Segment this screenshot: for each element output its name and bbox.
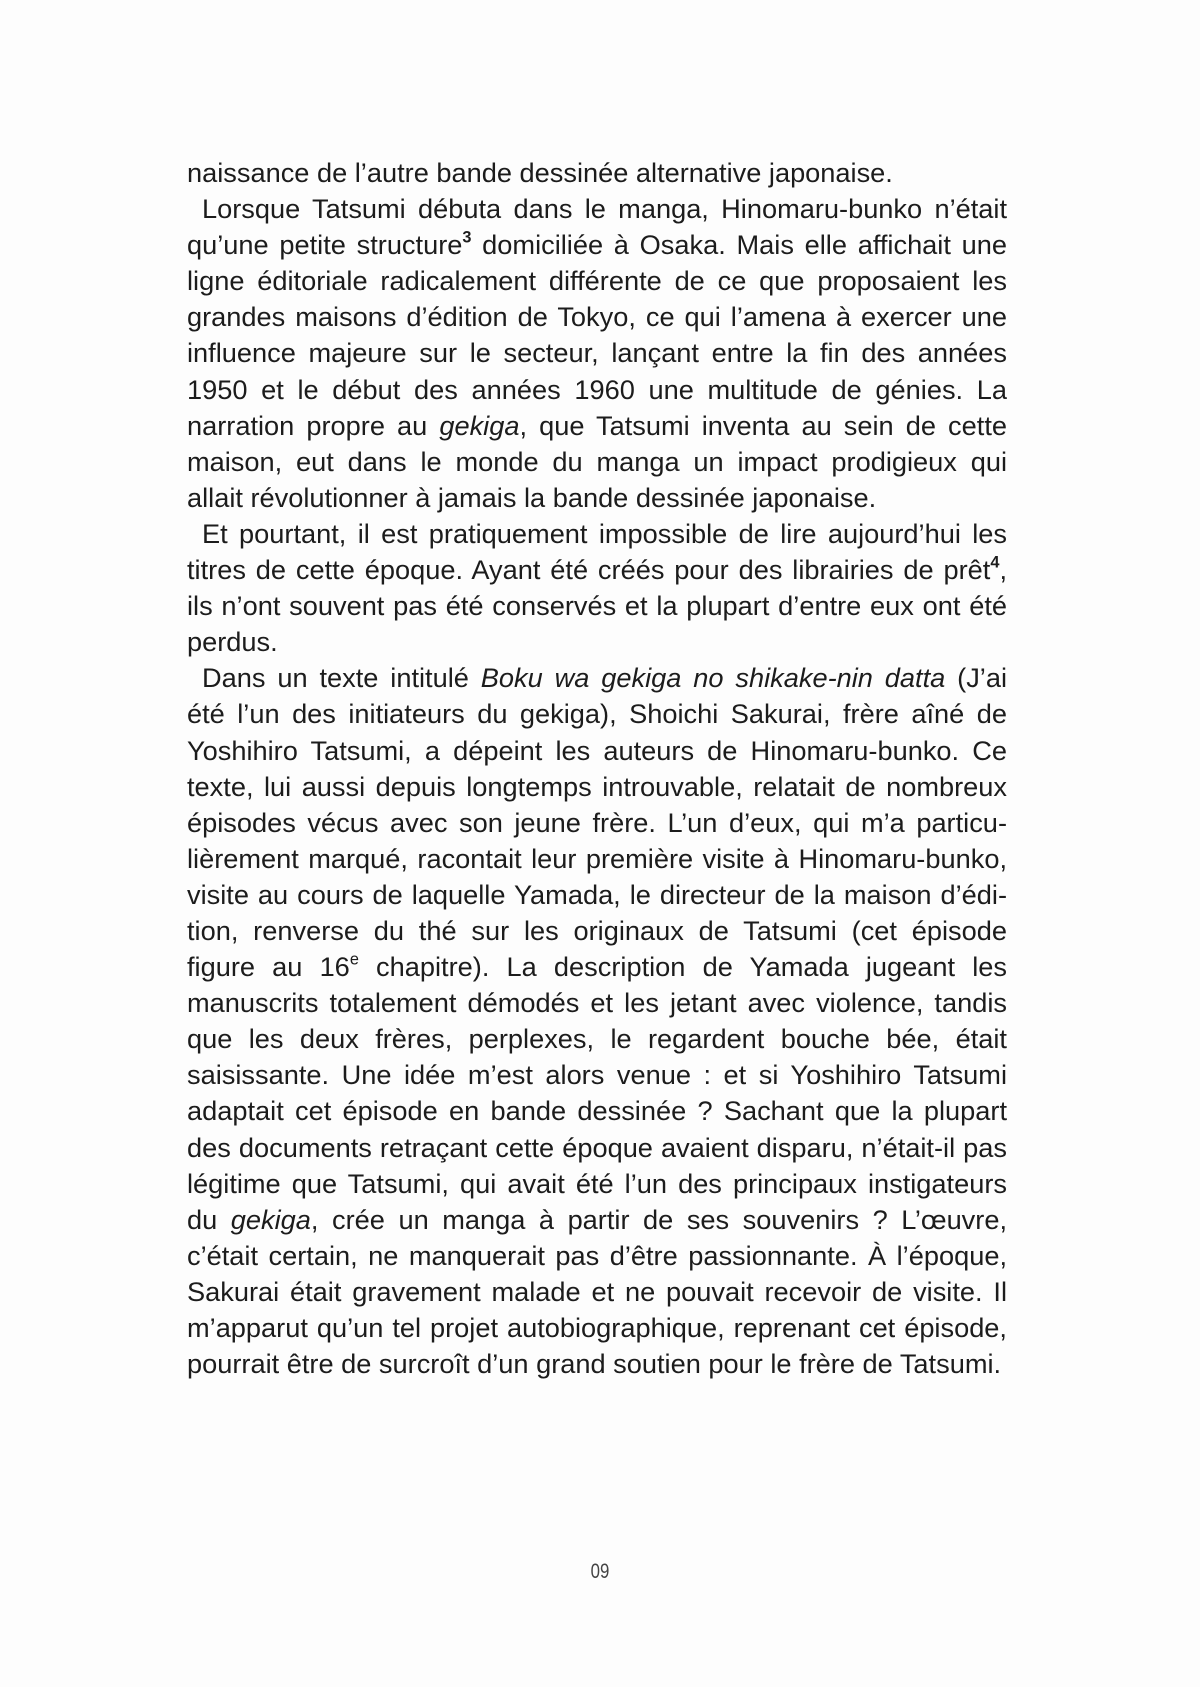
- text-segment: Lorsque Tatsumi débuta dans le manga, Hinomaru-bunko n’était qu’une petite structure: [187, 193, 1007, 261]
- text-segment: naissance de l’autre bande dessinée alternative japonaise.: [187, 157, 893, 188]
- italic-term-gekiga: gekiga: [230, 1203, 311, 1235]
- text-segment: , que Tatsumi inventa au sein de cette maison, eut dans le monde du manga un impact prodigieux qui allait révolutionner à jamais la bande dessinée japonaise.: [187, 409, 1008, 513]
- text-segment: domiciliée à Osaka. Mais elle affichait une ligne éditoriale radicalement différente de ce que proposaient les grandes maisons d’édition de Tokyo, ce qui l’amena à exercer une influence majeure sur le secteur, lançant entre la fin des années 1950 et le début des années 1960 une multitude de génies. La narration propre au: [187, 229, 1007, 441]
- footnote-ref-4: 4: [990, 553, 1000, 572]
- footnote-ref-3: 3: [462, 228, 472, 247]
- italic-term-gekiga: gekiga: [439, 409, 520, 441]
- text-segment: Et pourtant, il est pratiquement impossible de lire aujourd’hui les titres de cette époque. Ayant été créés pour des librairies de prêt: [187, 517, 1007, 586]
- page-number: 09: [590, 1560, 610, 1583]
- italic-book-title: Boku wa gekiga no shikake-nin datta: [480, 662, 946, 694]
- paragraph-3: [187, 516, 1007, 660]
- body-text: [187, 155, 1007, 1382]
- text-segment: chapitre). La description de Yamada jugeant les manuscrits totalement démodés et les jetant avec violence, tandis que les deux frères, perplexes, le regardent bouche bée, était saisissante. Une idée m’est alors venue : et si Yoshihiro Tatsumi adaptait cet épisode en bande dessinée ? Sachant que la plupart des documents retraçant cette époque avaient disparu, n’était-il pas légitime que Tatsumi, qui avait été l’un des principaux instigateurs du: [187, 951, 1007, 1235]
- paragraph-1: [187, 155, 1007, 191]
- text-segment: , ils n’ont souvent pas été conservés et la plupart d’entre eux ont été perdus.: [187, 554, 1007, 658]
- text-segment: (J’ai été l’un des initiateurs du gekiga), Shoichi Sakurai, frère aîné de Yoshihiro Tatsumi, a dépeint les auteurs de Hinomaru-bunko. Ce texte, lui aussi depuis longtemps introuvable, relatait de nombreux épisodes vécus avec son jeune frère. L’un d’eux, qui m’a particulièrement marqué, racontait leur première visite à Hinomaru-bunko, visite au cours de laquelle Yamada, le directeur de la maison d’édition, renverse du thé sur les originaux de Tatsumi (cet épisode figure au 16: [187, 662, 1007, 983]
- ordinal-superscript: e: [349, 950, 359, 969]
- paragraph-4: [187, 660, 1007, 1382]
- paragraph-2: [187, 191, 1007, 516]
- text-segment: , crée un manga à partir de ses souvenirs ? L’œuvre, c’était certain, ne manquerait pas d’être passionnante. À l’époque, Sakurai était gravement malade et ne pouvait recevoir de visite. Il m’apparut qu’un tel projet autobiographique, reprenant cet épisode, pourrait être de surcroît d’un grand soutien pour le frère de Tatsumi.: [187, 1203, 1008, 1380]
- text-segment: Dans un texte intitulé: [202, 662, 481, 694]
